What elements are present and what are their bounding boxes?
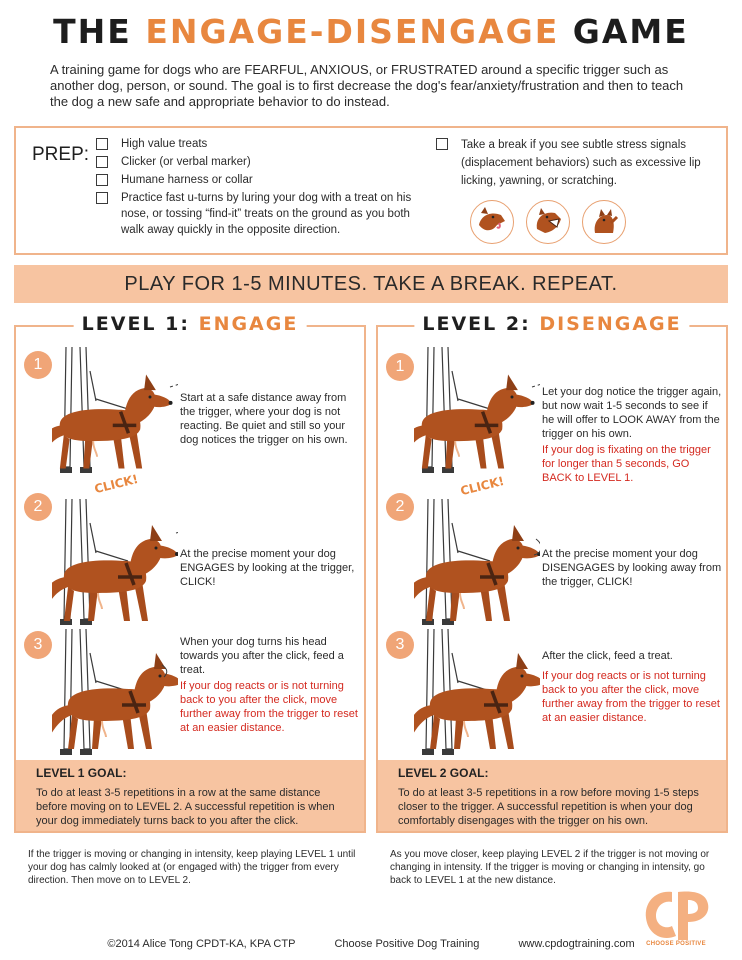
- prep-item-text: Practice fast u-turns by luring your dog with a treat on his nose, or tossing “find-it” treats on the ground as you both walk away quickly in the opposite direction.: [121, 192, 412, 236]
- title-part-3: GAME: [559, 12, 689, 51]
- step-instruction: After the click, feed a treat.: [542, 650, 673, 662]
- step-instruction: Let your dog notice the trigger again, but now wait 1-5 seconds to see if he will offer to LOOK AWAY from the trigger on his own.: [542, 386, 722, 440]
- prep-item-text: Humane harness or collar: [121, 174, 253, 186]
- page-title: [0, 12, 742, 51]
- website-link[interactable]: www.cpdogtraining.com: [518, 938, 635, 950]
- copyright: ©2014 Alice Tong CPDT-KA, KPA CTP: [107, 938, 296, 950]
- dog-engage-illustration: [52, 499, 178, 629]
- company-name: Choose Positive Dog Training: [334, 938, 480, 950]
- prep-item: [96, 190, 436, 238]
- dog-walking-illustration: [52, 347, 178, 477]
- step-text: [180, 635, 360, 735]
- step-warning: If your dog reacts or is not turning back to you after the click, move further away from the trigger to reset at an easier distance.: [180, 680, 358, 734]
- dog-treat-illustration: [414, 629, 540, 759]
- prep-item: [96, 136, 436, 152]
- goal-text: To do at least 3-5 repetitions in a row before moving 1-5 steps closer to the trigger. A successful repetition is when your dog comfortably disengages with the trigger on his own.: [398, 787, 699, 827]
- goal-title: LEVEL 1 GOAL:: [36, 766, 127, 780]
- prep-list: [96, 136, 436, 240]
- level-2-name: DISENGAGE: [539, 313, 682, 335]
- title-part-1: THE: [53, 12, 146, 51]
- level-1-prefix: LEVEL 1:: [81, 313, 199, 335]
- level-2-heading: [414, 313, 689, 335]
- checkbox[interactable]: [96, 156, 108, 168]
- level-2-note: As you move closer, keep playing LEVEL 2 if the trigger is not moving or changing in intensity. If the trigger is moving or changing in intensity, go back to LEVEL 1 at the new distance.: [390, 849, 710, 886]
- step-number: 3: [386, 631, 414, 659]
- step-number: 1: [386, 353, 414, 381]
- prep-item-text: Clicker (or verbal marker): [121, 156, 251, 168]
- step-number: 2: [386, 493, 414, 521]
- level-1-goal: [16, 760, 364, 831]
- level-1-note: If the trigger is moving or changing in intensity, keep playing LEVEL 1 until your dog has calmly looked at (or engaged with) the trigger from every direction. Then move on to LEVEL 2.: [28, 849, 356, 886]
- prep-label: PREP:: [32, 144, 90, 165]
- title-part-2: ENGAGE-DISENGAGE: [145, 12, 560, 51]
- play-banner: PLAY FOR 1-5 MINUTES. TAKE A BREAK. REPEAT.: [14, 265, 728, 303]
- dog-notice-illustration: [414, 347, 540, 477]
- click-label: CLICK!: [92, 471, 140, 497]
- level-2-goal: [378, 760, 726, 831]
- lip-licking-dog-icon: [470, 200, 514, 244]
- step-warning: If your dog reacts or is not turning back to you after the click, move further away from the trigger to reset at an easier distance.: [542, 670, 720, 724]
- prep-item: [96, 172, 436, 188]
- level-1-name: ENGAGE: [198, 313, 299, 335]
- level-1-column: [14, 313, 366, 833]
- goal-title: LEVEL 2 GOAL:: [398, 766, 489, 780]
- checkbox[interactable]: [436, 138, 448, 150]
- step-number: 2: [24, 493, 52, 521]
- level-1-heading: [74, 313, 307, 335]
- stress-signal-icons: [470, 200, 626, 244]
- prep-section: [14, 126, 728, 255]
- dog-treat-illustration: [52, 629, 178, 759]
- checkbox[interactable]: [96, 174, 108, 186]
- prep-item: [96, 154, 436, 170]
- step-text: [542, 649, 722, 725]
- step-text: At the precise moment your dog DISENGAGES by looking away from the trigger, CLICK!: [542, 548, 722, 588]
- level-2-prefix: LEVEL 2:: [422, 313, 540, 335]
- checkbox[interactable]: [96, 192, 108, 204]
- scratching-dog-icon: [582, 200, 626, 244]
- step-text: At the precise moment your dog ENGAGES by looking at the trigger, CLICK!: [180, 548, 355, 588]
- cp-logo-icon: [638, 884, 714, 946]
- step-number: 3: [24, 631, 52, 659]
- goal-text: To do at least 3-5 repetitions in a row at the same distance before moving on to LEVEL 2. A successful repetition is when your dog immediately turns back to you after the click.: [36, 787, 335, 827]
- yawning-dog-icon: [526, 200, 570, 244]
- logo-caption: CHOOSE POSITIVE: [646, 941, 706, 947]
- dog-disengage-illustration: [414, 499, 540, 629]
- break-item-text: Take a break if you see subtle stress signals (displacement behaviors) such as excessive lip licking, yawning, or scratching.: [461, 139, 701, 187]
- level-2-column: [376, 313, 728, 833]
- click-label: CLICK!: [458, 473, 506, 499]
- step-number: 1: [24, 351, 52, 379]
- step-text: Start at a safe distance away from the trigger, where your dog is not reacting. Be quiet and still so your dog notices the trigger on his own.: [180, 392, 348, 446]
- break-item: [436, 136, 716, 190]
- intro-paragraph: A training game for dogs who are FEARFUL, ANXIOUS, or FRUSTRATED around a specific trigger such as another dog, person, or sound. The goal is to first decrease the dog's fear/anxiety/frustration and then to teach the dog a new safe and appropriate behavior to do instead.: [50, 62, 684, 109]
- checkbox[interactable]: [96, 138, 108, 150]
- step-warning: If your dog is fixating on the trigger for longer than 5 seconds, GO BACK to LEVEL 1.: [542, 444, 711, 484]
- prep-item-text: High value treats: [121, 138, 208, 150]
- step-text: [542, 385, 722, 485]
- step-instruction: When your dog turns his head towards you after the click, feed a treat.: [180, 636, 344, 676]
